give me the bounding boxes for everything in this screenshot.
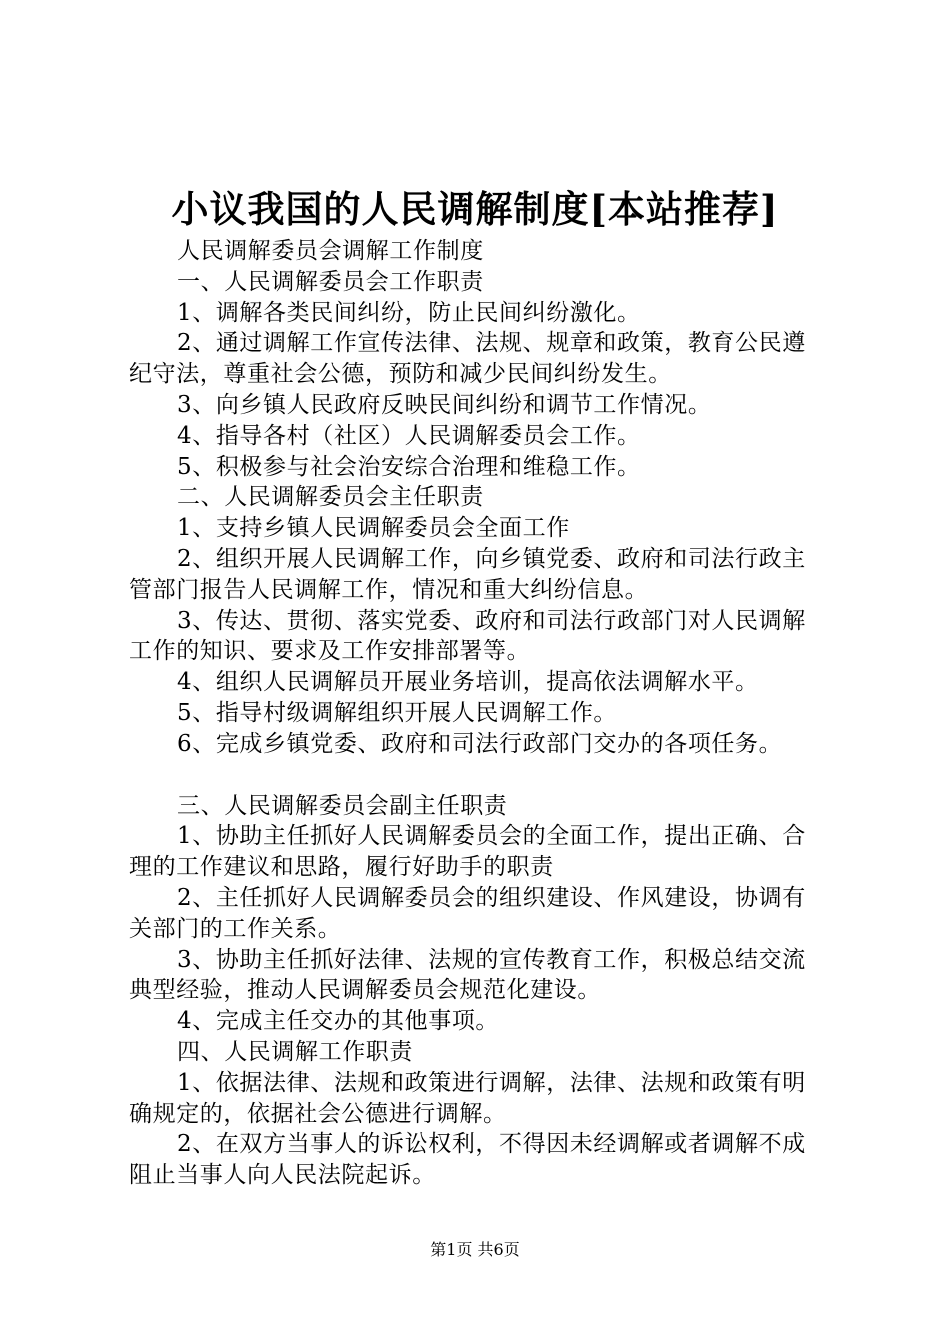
- paragraph: 1、支持乡镇人民调解委员会全面工作: [177, 515, 570, 542]
- paragraph: 6、完成乡镇党委、政府和司法行政部门交办的各项任务。: [177, 730, 783, 757]
- paragraph: 3、传达、贯彻、落实党委、政府和司法行政部门对人民调解工作的知识、要求及工作安排部署等。: [129, 607, 806, 665]
- paragraph: 1、依据法律、法规和政策进行调解，法律、法规和政策有明确规定的，依据社会公德进行调解。: [129, 1069, 806, 1127]
- paragraph: 5、积极参与社会治安综合治理和维稳工作。: [177, 453, 641, 480]
- section-heading-3: 三、人民调解委员会副主任职责: [177, 792, 508, 819]
- paragraph: 1、协助主任抓好人民调解委员会的全面工作，提出正确、合理的工作建议和思路，履行好助手的职责: [129, 823, 806, 881]
- document-body: [129, 236, 829, 1191]
- paragraph: 2、通过调解工作宣传法律、法规、规章和政策，教育公民遵纪守法，尊重社会公德，预防和减少民间纠纷发生。: [129, 330, 806, 388]
- paragraph: 4、指导各村（社区）人民调解委员会工作。: [177, 422, 641, 449]
- paragraph: 2、主任抓好人民调解委员会的组织建设、作风建设，协调有关部门的工作关系。: [129, 884, 806, 942]
- section-heading-2: 二、人民调解委员会主任职责: [177, 484, 484, 511]
- blank-line: [129, 760, 829, 791]
- paragraph: 4、完成主任交办的其他事项。: [177, 1008, 500, 1035]
- paragraph: 2、在双方当事人的诉讼权利，不得因未经调解或者调解不成阻止当事人向人民法院起诉。: [129, 1131, 806, 1189]
- paragraph: 2、组织开展人民调解工作，向乡镇党委、政府和司法行政主管部门报告人民调解工作，情况和重大纠纷信息。: [129, 545, 806, 603]
- section-heading-1: 一、人民调解委员会工作职责: [177, 268, 484, 295]
- paragraph: 5、指导村级调解组织开展人民调解工作。: [177, 699, 618, 726]
- document-title: 小议我国的人民调解制度[本站推荐]: [171, 187, 779, 231]
- paragraph: 3、协助主任抓好法律、法规的宣传教育工作，积极总结交流典型经验，推动人民调解委员会规范化建设。: [129, 946, 806, 1004]
- paragraph: 4、组织人民调解员开展业务培训，提高依法调解水平。: [177, 669, 759, 696]
- paragraph: 1、调解各类民间纠纷，防止民间纠纷激化。: [177, 299, 641, 326]
- page-footer: 第1页 共6页: [430, 1240, 520, 1259]
- paragraph: 3、向乡镇人民政府反映民间纠纷和调节工作情况。: [177, 391, 712, 418]
- paragraph-heading: 人民调解委员会调解工作制度: [177, 238, 484, 264]
- section-heading-4: 四、人民调解工作职责: [177, 1038, 413, 1065]
